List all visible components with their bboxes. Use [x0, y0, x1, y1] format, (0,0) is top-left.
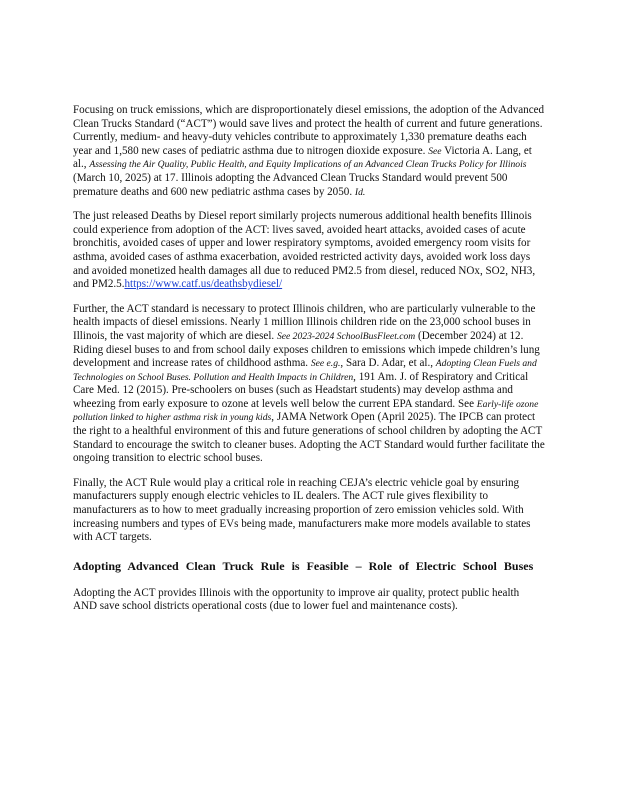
paragraph-children	[73, 303, 545, 466]
text: (December 2024) at 12. Riding diesel buses to and from school daily exposes children to emissions which impede children’s lung development and increase rates of childhood asthma.	[73, 329, 540, 370]
citation-adar: Adopting Clean Fuels and Technologies on School Buses. Pollution and Health Impacts in Children	[73, 358, 537, 383]
paragraph-deaths-by-diesel	[73, 210, 545, 292]
text: The just released Deaths by Diesel report similarly projects numerous additional health benefits Illinois could experience from adoption of the ACT: lives saved, avoided heart attacks, avoided cases of acute bronchitis, avoided cases of upper and lower respiratory symptoms, avoided emergency room visits for asthma, avoided cases of asthma exacerbation, avoided restricted activity days, avoided work loss days and avoided monetized health damages all due to reduced PM2.5 from diesel, reduced NOx, SO2, NH3, and PM2.5.	[73, 210, 536, 291]
citation-title: Assessing the Air Quality, Public Health, and Equity Implications of an Advanced Clean Trucks Policy for Illinois	[89, 159, 527, 171]
text: , JAMA Network Open (April 2025). The IPCB can protect the right to a healthful environment of this and future generations of school children by adopting the ACT Standard to encourage the switch to cleaner buses. Adopting the ACT Standard would further facilitate the ongoing transition to electric school buses.	[73, 411, 545, 465]
document-body	[73, 104, 545, 625]
text: , Sara D. Adar, et al.,	[340, 357, 436, 370]
citation-id: Id.	[354, 186, 366, 198]
text: Focusing on truck emissions, which are disproportionately diesel emissions, the adoption of the Advanced Clean Trucks Standard (“ACT”) would save lives and protect the health of current and future generations. Currently, medium- and heavy-duty vehicles contribute to approximately 1,330 premature deaths each year and 1,580 new cases of pediatric asthma due to nitrogen dioxide exposure.	[73, 104, 545, 157]
paragraph-adopting-act: Adopting the ACT provides Illinois with the opportunity to improve air quality, protect public health AND save school districts operational costs (due to lower fuel and maintenance costs).	[73, 586, 520, 613]
text: Victoria A. Lang, et al.,	[73, 144, 532, 171]
paragraph-ceja: Finally, the ACT Rule would play a critical role in reaching CEJA’s electric vehicle goal by ensuring manufacturers supply enough electric vehicles to IL dealers. The ACT rule gives flexibility to manufacturers as to how to meet gradually increasing proportion of zero emission vehicles sold. With increasing numbers and types of EVs being made, manufacturers make more models available to states with ACT targets.	[73, 476, 531, 544]
paragraph-truck-emissions	[73, 104, 545, 199]
text: Further, the ACT standard is necessary to protect Illinois children, who are particularly vulnerable to the health impacts of diesel emissions. Nearly 1 million Illinois children ride on the 23,000 school buses in Illinois, the vast majority of which are diesel.	[73, 302, 536, 342]
citation-schoolbusfleet: See 2023-2024 SchoolBusFleet.com	[276, 330, 416, 342]
citation-signal: See	[428, 145, 442, 157]
text: (March 10, 2025) at 17. Illinois adopting the Advanced Clean Trucks Standard would prevent 500 premature deaths and 600 new pediatric asthma cases by 2050.	[73, 171, 508, 198]
text: , 191 Am. J. of Respiratory and Critical Care Med. 12 (2015). Pre-schoolers on buses (such as Headstart students) may develop asthma and wheezing from early exposure to ozone at levels well below the current EPA standard. See	[73, 370, 529, 410]
section-heading: Adopting Advanced Clean Truck Rule is Feasible – Role of Electric School Buses	[73, 558, 534, 573]
citation-signal: See e.g.	[310, 358, 341, 370]
deaths-by-diesel-link[interactable]: https://www.catf.us/deathsbydiesel/	[124, 278, 283, 291]
citation-ozone: Early-life ozone pollution linked to higher asthma risk in young kids	[73, 398, 539, 424]
